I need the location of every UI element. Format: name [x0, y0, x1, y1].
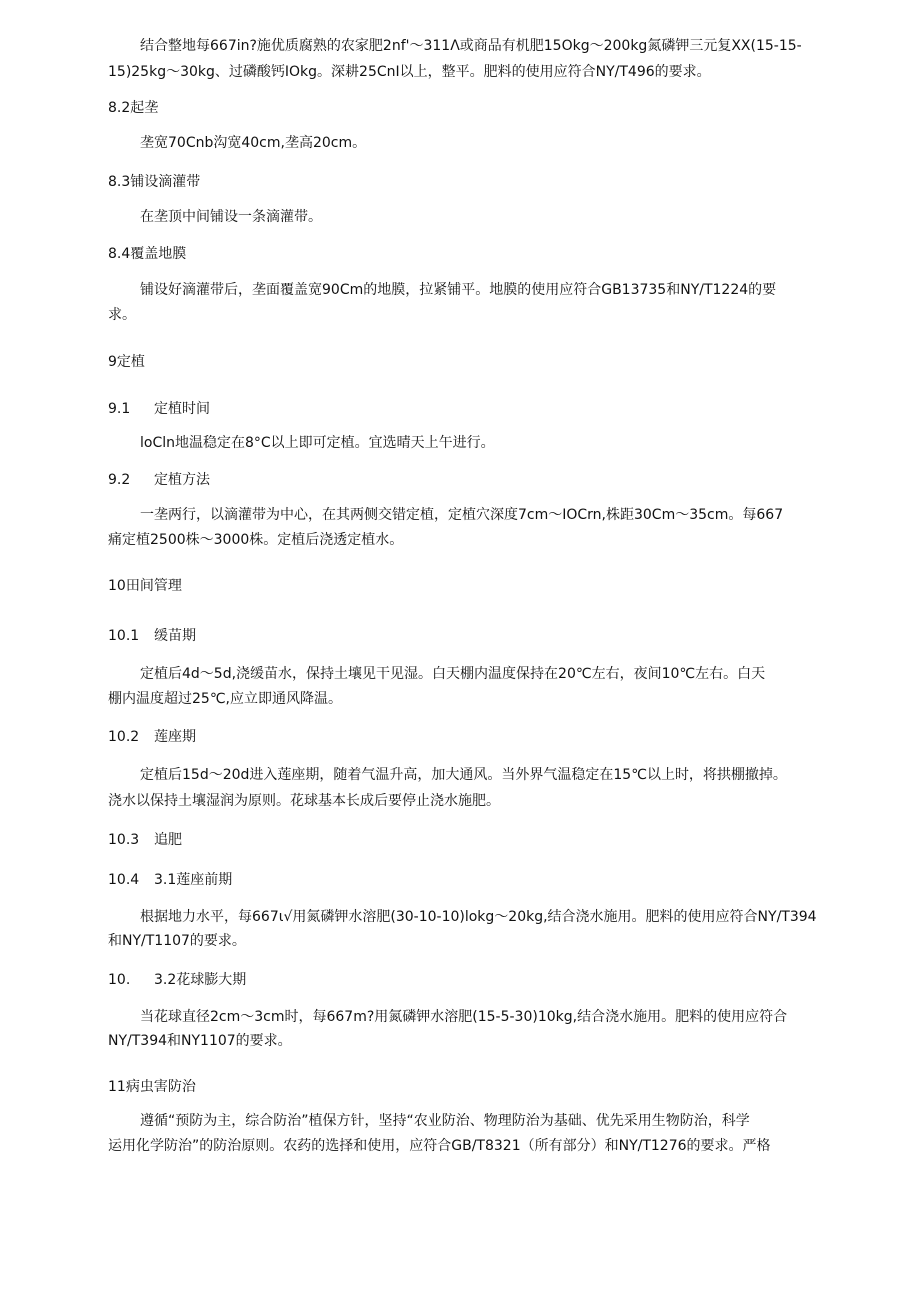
paragraph-topdress-expansion-line-2: NY/T394和NY1107的要求。 [108, 1033, 292, 1049]
section-title: 3.1莲座前期 [154, 872, 233, 888]
section-heading-9-2 [108, 470, 210, 490]
section-heading-8-4: 8.4覆盖地膜 [108, 246, 187, 262]
section-title: 缓苗期 [154, 628, 196, 644]
section-number: 10.2 [108, 729, 140, 745]
paragraph-topdress-early-line-2: 和NY/T1107的要求。 [108, 933, 246, 949]
section-title: 莲座期 [154, 729, 196, 745]
paragraph-planting-method-line-2: 痛定植2500株～3000株。定植后浇透定植水。 [108, 532, 404, 548]
section-heading-8-2: 8.2起垄 [108, 100, 159, 116]
section-title: 定植方法 [154, 472, 210, 488]
paragraph-pest-control-line-2: 运用化学防治”的防治原则。农药的选择和使用，应符合GB/T8321（所有部分）和NY/T1276的要求。严格 [108, 1138, 771, 1154]
paragraph-topdress-expansion-line-1: 当花球直径2cm～3cm时，每667m?用氮磷钾水溶肥(15-5-30)10kg,结合浇水施用。肥料的使用应符合 [140, 1009, 788, 1025]
paragraph-planting-method-line-1: 一垄两行，以滴灌带为中心，在其两侧交错定植，定植穴深度7cm～IOCrn,株距30Cm～35cm。每667 [140, 507, 784, 523]
paragraph-mulch-line-1: 铺设好滴灌带后，垄面覆盖宽90Cm的地膜，拉紧铺平。地膜的使用应符合GB13735和NY/T1224的要 [140, 282, 777, 298]
paragraph-fertilizer-line-2: 15)25kg～30kg、过磷酸钙IOkg。深耕25CnI以上，整平。肥料的使用应符合NY/T496的要求。 [108, 64, 711, 80]
section-number: 10. [108, 972, 131, 988]
section-title: 定植时间 [154, 401, 210, 417]
section-heading-8-3: 8.3铺设滴灌带 [108, 174, 201, 190]
paragraph-mulch-line-2: 求。 [108, 307, 136, 323]
section-title: 追肥 [154, 832, 182, 848]
paragraph-fertilizer-line-1: 结合整地每667in?施优质腐熟的农家肥2nf'～311Λ或商品有机肥15Okg～200kg氮磷钾三元复XX(15-15- [140, 38, 802, 54]
section-number: 9.2 [108, 472, 131, 488]
section-heading-10-4 [108, 870, 232, 890]
paragraph-seedling-line-2: 棚内温度超过25℃,应立即通风降温。 [108, 691, 342, 707]
section-heading-10-2 [108, 727, 196, 747]
section-number: 10.1 [108, 628, 140, 644]
paragraph-seedling-line-1: 定植后4d～5d,浇缓苗水，保持土壤见干见湿。白天棚内温度保持在20℃左右，夜间10℃左右。白天 [140, 666, 766, 682]
section-heading-10-1 [108, 626, 196, 646]
paragraph-topdress-early-line-1: 根据地力水平，每667ι√用氮磷钾水溶肥(30-10-10)lokg～20kg,结合浇水施用。肥料的使用应符合NY/T394 [140, 909, 817, 925]
section-heading-10-5 [108, 970, 246, 990]
section-number: 10.4 [108, 872, 140, 888]
paragraph-rosette-line-2: 浇水以保持土壤湿润为原则。花球基本长成后要停止浇水施肥。 [108, 793, 500, 809]
paragraph-pest-control-line-1: 遵循“预防为主，综合防治”植保方针，坚持“农业防治、物理防治为基础、优先采用生物防治，科学 [140, 1113, 750, 1129]
section-heading-10: 10田间管理 [108, 578, 182, 594]
section-heading-11: 11病虫害防治 [108, 1079, 196, 1095]
paragraph-drip-tape: 在垄顶中间铺设一条滴灌带。 [140, 209, 322, 225]
paragraph-planting-time: loCln地温稳定在8°C以上即可定植。宜选晴天上午进行。 [140, 435, 495, 451]
section-heading-9-1 [108, 399, 210, 419]
section-heading-9: 9定植 [108, 354, 145, 370]
section-number: 9.1 [108, 401, 131, 417]
paragraph-rosette-line-1: 定植后15d～20d进入莲座期，随着气温升高，加大通风。当外界气温稳定在15℃以上时，将拱棚撤掉。 [140, 767, 787, 783]
section-number: 10.3 [108, 832, 140, 848]
section-title: 3.2花球膨大期 [154, 972, 247, 988]
paragraph-ridge: 垄宽70Cnb沟宽40cm,垄高20cm。 [140, 135, 367, 151]
section-heading-10-3 [108, 830, 182, 850]
